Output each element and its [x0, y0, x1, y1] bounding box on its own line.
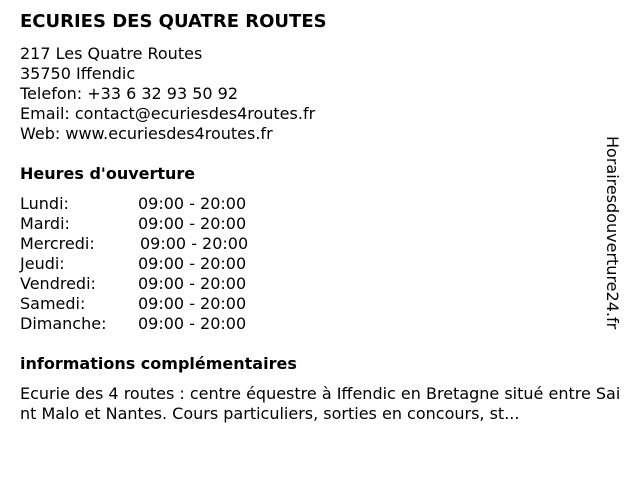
business-name: ECURIES DES QUATRE ROUTES — [20, 11, 327, 32]
time-value: 09:00 - 20:00 — [138, 274, 247, 293]
info-description: Ecurie des 4 routes : centre équestre à Iffendic en Bretagne situé entre Saint Malo et Nantes. Cours particuliers, sorties en concours, st... — [20, 384, 621, 423]
info-heading: informations complémentaires — [20, 354, 297, 373]
hours-row-monday — [20, 194, 280, 214]
day-label: Vendredi: — [20, 274, 96, 293]
hours-row-saturday — [20, 294, 280, 314]
contact-block — [20, 44, 315, 144]
time-value: 09:00 - 20:00 — [138, 194, 247, 213]
time-value: 09:00 - 20:00 — [138, 314, 247, 333]
time-value: 09:00 - 20:00 — [140, 234, 249, 253]
email-line: Email: contact@ecuriesdes4routes.fr — [20, 104, 316, 123]
hours-row-wednesday — [20, 234, 280, 254]
hours-table — [20, 194, 280, 334]
time-value: 09:00 - 20:00 — [138, 254, 247, 273]
day-label: Dimanche: — [20, 314, 107, 333]
hours-heading: Heures d'ouverture — [20, 164, 196, 183]
watermark-text: Horairesdouverture24.fr — [603, 136, 622, 330]
time-value: 09:00 - 20:00 — [138, 214, 247, 233]
phone-line: Telefon: +33 6 32 93 50 92 — [20, 84, 239, 103]
day-label: Lundi: — [20, 194, 69, 213]
day-label: Mercredi: — [20, 234, 95, 253]
time-value: 09:00 - 20:00 — [138, 294, 247, 313]
day-label: Mardi: — [20, 214, 70, 233]
day-label: Jeudi: — [20, 254, 65, 273]
hours-row-tuesday — [20, 214, 280, 234]
web-line: Web: www.ecuriesdes4routes.fr — [20, 124, 273, 143]
hours-row-friday — [20, 274, 280, 294]
hours-row-sunday — [20, 314, 280, 334]
address-line2: 35750 Iffendic — [20, 64, 136, 83]
hours-row-thursday — [20, 254, 280, 274]
day-label: Samedi: — [20, 294, 86, 313]
address-line1: 217 Les Quatre Routes — [20, 44, 203, 63]
